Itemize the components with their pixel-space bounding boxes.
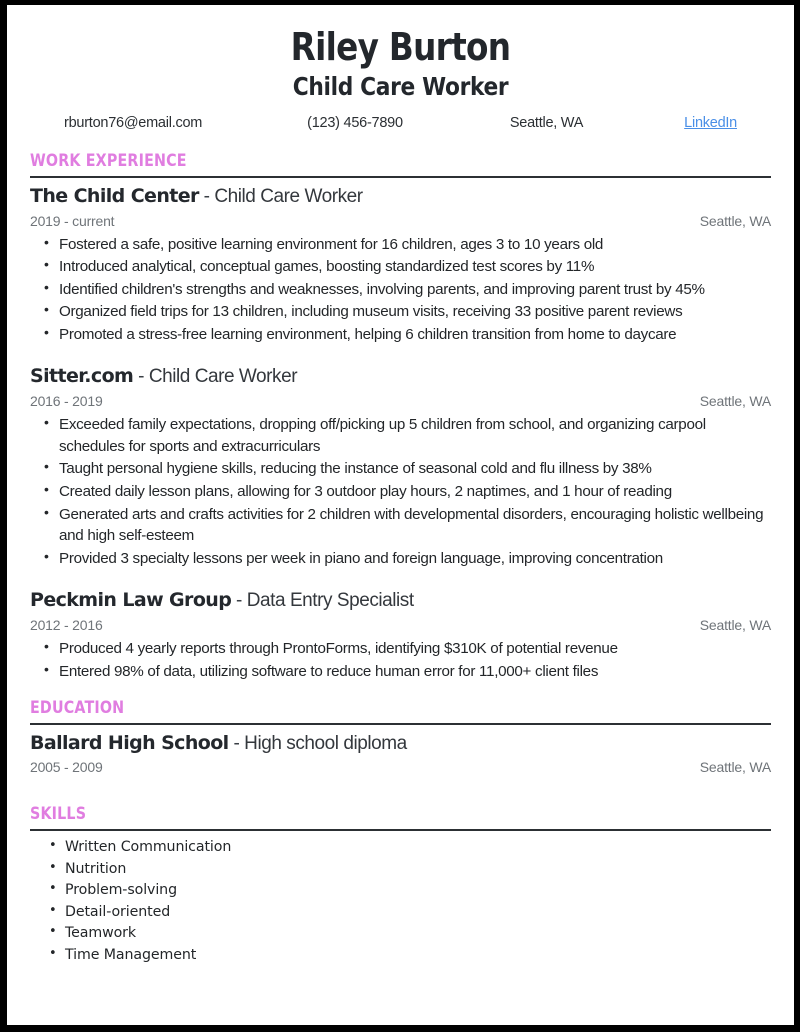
list-item: • Teamwork <box>30 923 771 945</box>
work-entry-dates: 2012 - 2016 <box>30 617 103 634</box>
work-entry-bullets <box>30 638 771 682</box>
section-work-experience <box>30 152 771 682</box>
resume-header <box>30 27 771 131</box>
section-divider-education <box>30 723 771 725</box>
list-item: • Detail-oriented <box>30 902 771 924</box>
work-entry <box>30 589 771 682</box>
list-item: • Identified children's strengths and weaknesses, involving parents, and improving parent trust by 45% <box>30 279 771 301</box>
work-entry-title <box>30 365 771 389</box>
list-item: • Taught personal hygiene skills, reducing the instance of seasonal cold and flu illness by 38% <box>30 458 771 480</box>
work-entry-dash: - <box>236 590 242 612</box>
list-item: • Written Communication <box>30 837 771 859</box>
section-divider-work <box>30 176 771 178</box>
skills-list <box>30 837 771 966</box>
contact-row <box>64 115 737 131</box>
section-heading-skills: SKILLS <box>30 804 87 825</box>
candidate-job-title: Child Care Worker <box>292 72 509 102</box>
work-entry-dash: - <box>203 185 210 207</box>
education-entry-degree: High school diploma <box>244 732 407 754</box>
list-item: • Provided 3 specialty lessons per week in piano and foreign language, improving concentration <box>30 548 771 570</box>
linkedin-link[interactable]: LinkedIn <box>684 115 737 132</box>
work-entry-location: Seattle, WA <box>699 617 771 634</box>
candidate-name: Riley Burton <box>290 25 511 69</box>
list-item: • Time Management <box>30 945 771 967</box>
work-entry-organization: The Child Center <box>30 184 199 207</box>
work-entry-position: Data Entry Specialist <box>246 590 414 612</box>
list-item: • Exceeded family expectations, dropping off/picking up 5 children from school, and organizing carpool schedules for sports and extracurriculars <box>30 414 771 457</box>
work-entry-title <box>30 185 771 209</box>
contact-linkedin-wrapper <box>684 115 737 131</box>
contact-phone[interactable]: (123) 456-7890 <box>307 115 403 132</box>
section-heading-work: WORK EXPERIENCE <box>30 151 187 172</box>
work-entry-location: Seattle, WA <box>699 212 771 229</box>
list-item: • Fostered a safe, positive learning environment for 16 children, ages 3 to 10 years old <box>30 234 771 256</box>
section-education <box>30 699 771 775</box>
resume-page <box>7 5 794 1025</box>
list-item: • Entered 98% of data, utilizing software to reduce human error for 11,000+ client files <box>30 661 771 683</box>
list-item: • Introduced analytical, conceptual games, boosting standardized test scores by 11% <box>30 256 771 278</box>
contact-email[interactable]: rburton76@email.com <box>64 115 203 132</box>
list-item: • Generated arts and crafts activities for 2 children with developmental disorders, encouraging holistic wellbeing and high self-esteem <box>30 504 771 547</box>
work-entry-title <box>30 589 771 613</box>
work-entry-organization: Peckmin Law Group <box>30 589 232 612</box>
work-entry-position: Child Care Worker <box>148 366 298 388</box>
contact-location: Seattle, WA <box>509 115 584 132</box>
education-entry-title <box>30 732 771 756</box>
education-entry-school: Ballard High School <box>30 731 229 754</box>
list-item: • Problem-solving <box>30 880 771 902</box>
work-entry <box>30 365 771 569</box>
list-item: • Nutrition <box>30 859 771 881</box>
section-heading-education: EDUCATION <box>30 698 125 719</box>
work-entry-dates: 2016 - 2019 <box>30 393 103 410</box>
work-entry-dates: 2019 - current <box>30 212 115 229</box>
list-item: • Promoted a stress-free learning environment, helping 6 children transition from home to daycare <box>30 324 771 346</box>
work-entry-bullets <box>30 234 771 346</box>
education-entry-location: Seattle, WA <box>699 759 771 776</box>
work-entry-dash: - <box>138 366 144 388</box>
list-item: • Organized field trips for 13 children, including museum visits, receiving 33 positive parent reviews <box>30 301 771 323</box>
list-item: • Created daily lesson plans, allowing for 3 outdoor play hours, 2 naptimes, and 1 hour of reading <box>30 481 771 503</box>
work-entry-position: Child Care Worker <box>214 185 363 207</box>
education-entry-dates: 2005 - 2009 <box>30 759 103 776</box>
section-divider-skills <box>30 829 771 831</box>
work-entry-meta <box>30 617 771 633</box>
education-entry-dash: - <box>233 732 240 754</box>
list-item: • Produced 4 yearly reports through ProntoForms, identifying $310K of potential revenue <box>30 638 771 660</box>
work-entry-meta <box>30 213 771 229</box>
work-entry-bullets <box>30 414 771 569</box>
work-entry-location: Seattle, WA <box>699 393 771 410</box>
education-entry-meta <box>30 759 771 775</box>
work-entry-meta <box>30 393 771 409</box>
work-entry-organization: Sitter.com <box>30 365 134 388</box>
section-skills <box>30 805 771 966</box>
work-entry <box>30 185 771 346</box>
education-entry <box>30 732 771 776</box>
